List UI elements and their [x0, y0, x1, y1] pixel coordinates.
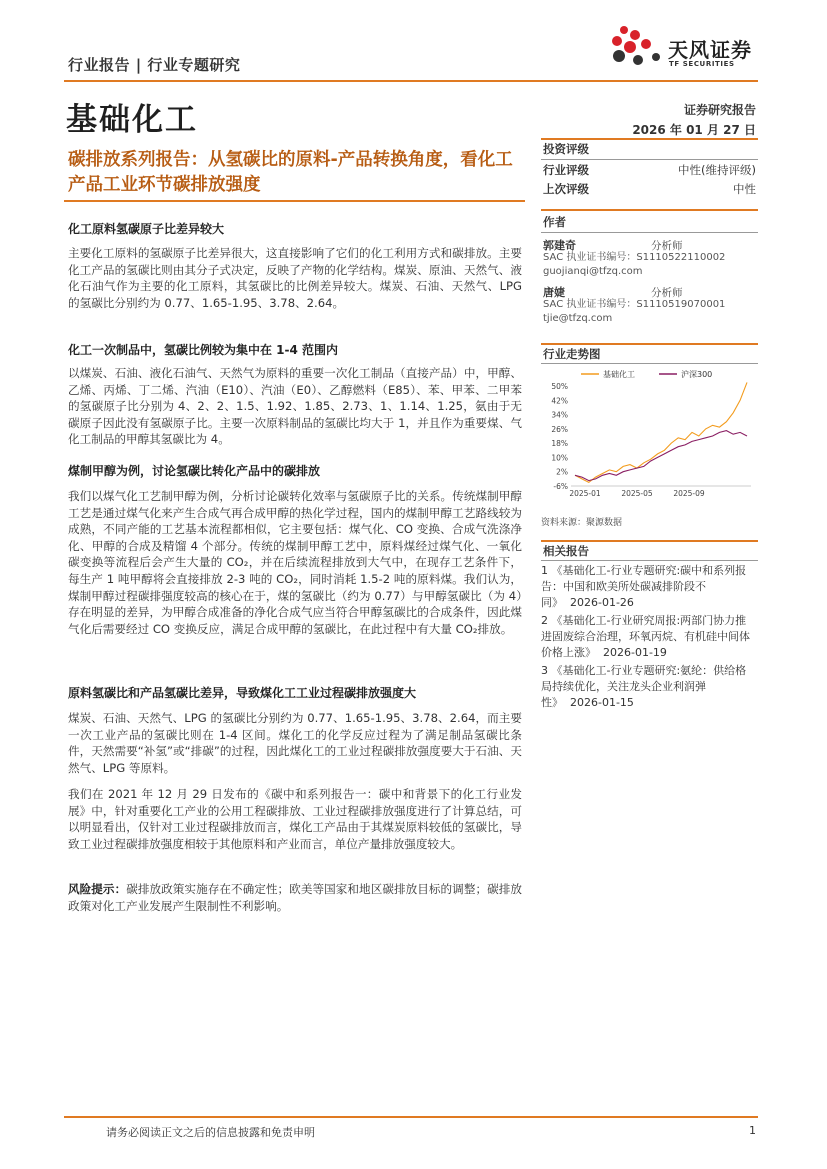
author-email[interactable]: tjie@tfzq.com: [543, 313, 613, 324]
author-role: 分析师: [651, 287, 683, 299]
chart-source: 资料来源：聚源数据: [541, 518, 623, 528]
rating-label: 行业评级: [543, 163, 589, 177]
chart-section-title: 行业走势图: [543, 347, 601, 361]
x-tick-label: 2025-09: [673, 489, 705, 498]
logo-subtext: TF SECURITIES: [669, 60, 735, 68]
logo-text: 天风证券: [668, 38, 752, 62]
y-tick-label: 42%: [551, 396, 568, 406]
section-heading: 原料氢碳比和产品氢碳比差异，导致煤化工工业过程碳排放强度大: [68, 686, 417, 700]
sidebar-divider: [541, 343, 758, 345]
related-report-item[interactable]: 2 《基础化工-行业研究周报:两部门协力推进固废综合治理，环氧丙烷、有机硅中间体价格上涨》 2026-01-19: [541, 614, 750, 659]
y-tick-label: 50%: [551, 382, 568, 391]
footer-divider: [64, 1116, 758, 1118]
sidebar-divider: [541, 159, 758, 160]
sidebar-divider: [541, 560, 758, 561]
body-paragraph: 主要化工原料的氢碳原子比差异很大，这直接影响了它们的化工利用方式和碳排放。主要化工产品的氢碳比则由其分子式决定，反映了产物的化学结构。煤炭、原油、天然气、液化石油气作为主要的化工原料，其氢碳比的比例差异较大。煤炭、石油、天然气、LPG 的氢碳比分别约为 0.77、1.65-1.95、3.78、2.64。: [68, 246, 522, 310]
report-type: 证券研究报告: [683, 103, 756, 117]
author-sac: SAC 执业证书编号：S1110522110002: [543, 252, 726, 263]
report-title: 碳排放系列报告：从氢碳比的原料-产品转换角度，看化工产品工业环节碳排放强度: [68, 150, 513, 195]
body-paragraph: 煤炭、石油、天然气、LPG 的氢碳比分别约为 0.77、1.65-1.95、3.78、2.64，而主要一次工业产品的氢碳比则在 1-4 区间。煤化工的化学反应过程为了满足制品氢碳比条件，天然需要“补氢”或“排碳”的过程，因此煤化工的工业过程碳排放强度要大于石油、天然气、LPG 等原料。: [68, 711, 522, 775]
y-tick-label: 26%: [551, 424, 568, 434]
page-number: 1: [749, 1124, 756, 1137]
related-section-title: 相关报告: [543, 544, 589, 558]
previous-rating-value: 中性: [733, 182, 756, 196]
disclaimer-note[interactable]: 请务必阅读正文之后的信息披露和免责申明: [106, 1126, 315, 1139]
risk-text: 碳排放政策实施存在不确定性；欧美等国家和地区碳排放目标的调整；碳排放政策对化工产业发展产生限制性不利影响。: [68, 882, 522, 913]
body-paragraph: 我们在 2021 年 12 月 29 日发布的《碳中和系列报告一：碳中和背景下的化工行业发展》中，针对重要化工产业的公用工程碳排放、工业过程碳排放强度进行了计算总结，可以明显看出，仅针对工业过程碳排放而言，煤化工产品由于其煤炭原料较低的氢碳比，导致工业过程碳排放强度相较于其他原料和产业而言，单位产量排放强度较大。: [68, 787, 522, 851]
authors-section-title: 作者: [543, 215, 566, 229]
sidebar-divider: [541, 138, 758, 140]
section-heading: 煤制甲醇为例，讨论氢碳比转化产品中的碳排放: [68, 464, 321, 478]
sidebar-divider: [541, 540, 758, 542]
rating-section-title: 投资评级: [543, 142, 589, 156]
sidebar-divider: [541, 232, 758, 233]
y-tick-label: 18%: [551, 439, 568, 449]
y-tick-label: 2%: [556, 467, 568, 477]
author-sac: SAC 执业证书编号：S1110519070001: [543, 299, 726, 310]
author-name: 郭建奇: [543, 239, 576, 252]
title-divider: [64, 200, 525, 202]
sidebar-divider: [541, 209, 758, 211]
section-heading: 化工一次制品中，氢碳比例较为集中在 1-4 范围内: [68, 343, 339, 357]
series-line-index: [575, 431, 747, 481]
report-date: 2026 年 01 月 27 日: [632, 123, 756, 137]
risk-label: 风险提示：: [68, 882, 127, 896]
header-divider: [64, 80, 758, 82]
rating-value: 中性(维持评级): [678, 163, 756, 177]
y-tick-label: -6%: [553, 482, 568, 491]
industry-trend-chart: [541, 364, 757, 508]
legend-label: 基础化工: [603, 370, 635, 379]
y-tick-label: 10%: [551, 453, 568, 463]
related-report-item[interactable]: 3 《基础化工-行业专题研究:氨纶：供给格局持续优化，关注龙头企业利润弹性》 2026-01-15: [541, 664, 747, 709]
risk-warning: [68, 881, 522, 914]
author-role: 分析师: [651, 240, 683, 252]
report-category: 行业报告 | 行业专题研究: [68, 56, 241, 74]
author-name: 唐婕: [543, 286, 565, 299]
related-report-item[interactable]: 1 《基础化工-行业专题研究:碳中和系列报告：中国和欧美所处碳减排阶段不同》 2026-01-26: [541, 564, 747, 609]
x-tick-label: 2025-01: [569, 489, 601, 498]
legend-label: 沪深300: [681, 370, 713, 379]
author-email[interactable]: guojianqi@tfzq.com: [543, 266, 643, 277]
x-tick-label: 2025-05: [621, 489, 653, 498]
body-paragraph: 以煤炭、石油、液化石油气、天然气为原料的重要一次化工制品（直接产品）中，甲醇、乙烯、丙烯、丁二烯、汽油（E10）、汽油（E0）、乙醇燃料（E85）、苯、甲苯、二甲苯的氢碳原子比分别为 4、2、2、1.5、1.92、1.85、2.73、1、1.14、1.25，氨由于无碳原子因此没有氢碳原子比。主要一次原料制品的氢碳比均大于 1，并且作为重要煤、气化工制品的甲醇其氢碳比为 4。: [68, 366, 522, 447]
section-heading: 化工原料氢碳原子比差异较大: [68, 222, 225, 236]
body-paragraph: 我们以煤气化工艺制甲醇为例，分析讨论碳转化效率与氢碳原子比的关系。传统煤制甲醇工艺是通过煤气化来产生合成气再合成甲醇的热化学过程，国内的煤制甲醇工艺路线较为成熟，不同产能的工艺基本流程都相似，它主要包括：煤气化、CO 变换、合成气洗涤净化、甲醇的合成及精馏 4 个部分。传统的煤制甲醇工艺中，原料煤经过煤气化、一氧化碳变换等流程后会产生大量的 CO₂，并在后续流程排放到大气中，在现存工艺条件下，每生产 1 吨甲醇将会直接排放 2-3 吨的 CO₂，同时消耗 1.5-2 吨的原料煤。我们认为，煤制甲醇过程碳排强度较高的核心在于，煤的氢碳比（约为 0.77）与甲醇氢碳比（为 4）存在明显的差异，为甲醇合成准备的净化合成气应当符合甲醇氢碳比的合成条件，因此煤气化后需要经过 CO 变换反应，满足合成甲醇的氢碳比，在此过程中有大量 CO₂排放。: [68, 489, 522, 636]
previous-rating-label: 上次评级: [543, 182, 589, 196]
industry-title: 基础化工: [66, 102, 198, 138]
y-tick-label: 34%: [551, 410, 568, 420]
